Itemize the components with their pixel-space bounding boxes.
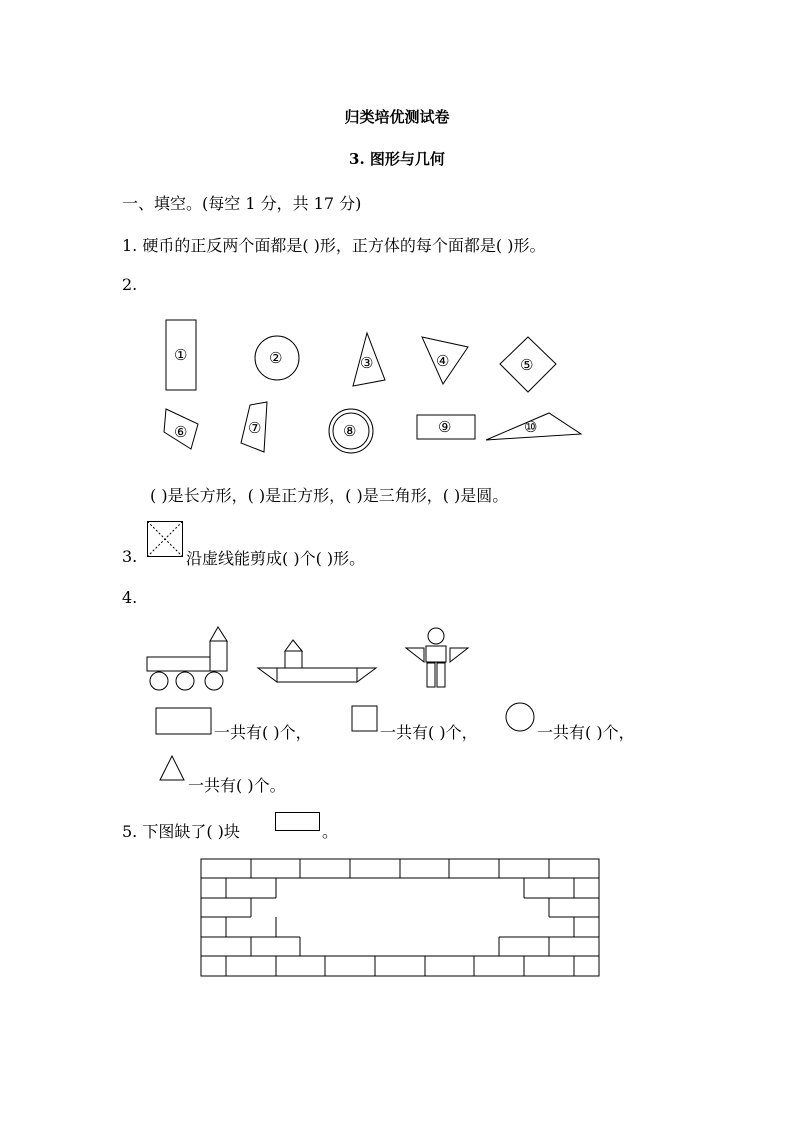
- question-2-number: 2.: [122, 275, 138, 294]
- q4-square-count: 一共有( )个，: [380, 723, 478, 742]
- question-4-number: 4.: [122, 588, 138, 607]
- label-9: ⑨: [438, 418, 452, 436]
- question-5-suffix: 。: [322, 822, 339, 841]
- label-5: ⑤: [520, 356, 534, 374]
- question-1: 1. 硬币的正反两个面都是( )形，正方体的每个面都是( )形。: [122, 236, 546, 255]
- page-title: 归类培优测试卷: [344, 108, 450, 126]
- question-3-number: 3.: [122, 547, 138, 566]
- q4-rectangle-count: 一共有( )个，: [214, 723, 312, 742]
- label-2: ②: [269, 349, 283, 367]
- q4-triangle-count: 一共有( )个。: [188, 776, 286, 795]
- label-3: ③: [360, 354, 374, 372]
- question-2-answer: ( )是长方形，( )是正方形，( )是三角形，( )是圆。: [150, 486, 509, 505]
- label-7: ⑦: [248, 419, 262, 437]
- page-subtitle: 3. 图形与几何: [349, 150, 445, 168]
- q4-circle-count: 一共有( )个，: [537, 723, 635, 742]
- label-4: ④: [436, 352, 450, 370]
- question-5-text: 5. 下图缺了( )块: [122, 822, 240, 841]
- label-6: ⑥: [174, 423, 188, 441]
- label-10: ⑩: [524, 418, 538, 436]
- label-8: ⑧: [343, 422, 357, 440]
- label-1: ①: [174, 346, 188, 364]
- question-3-text: 沿虚线能剪成( )个( )形。: [186, 549, 366, 568]
- section-heading: 一、填空。(每空 1 分，共 17 分): [122, 194, 362, 213]
